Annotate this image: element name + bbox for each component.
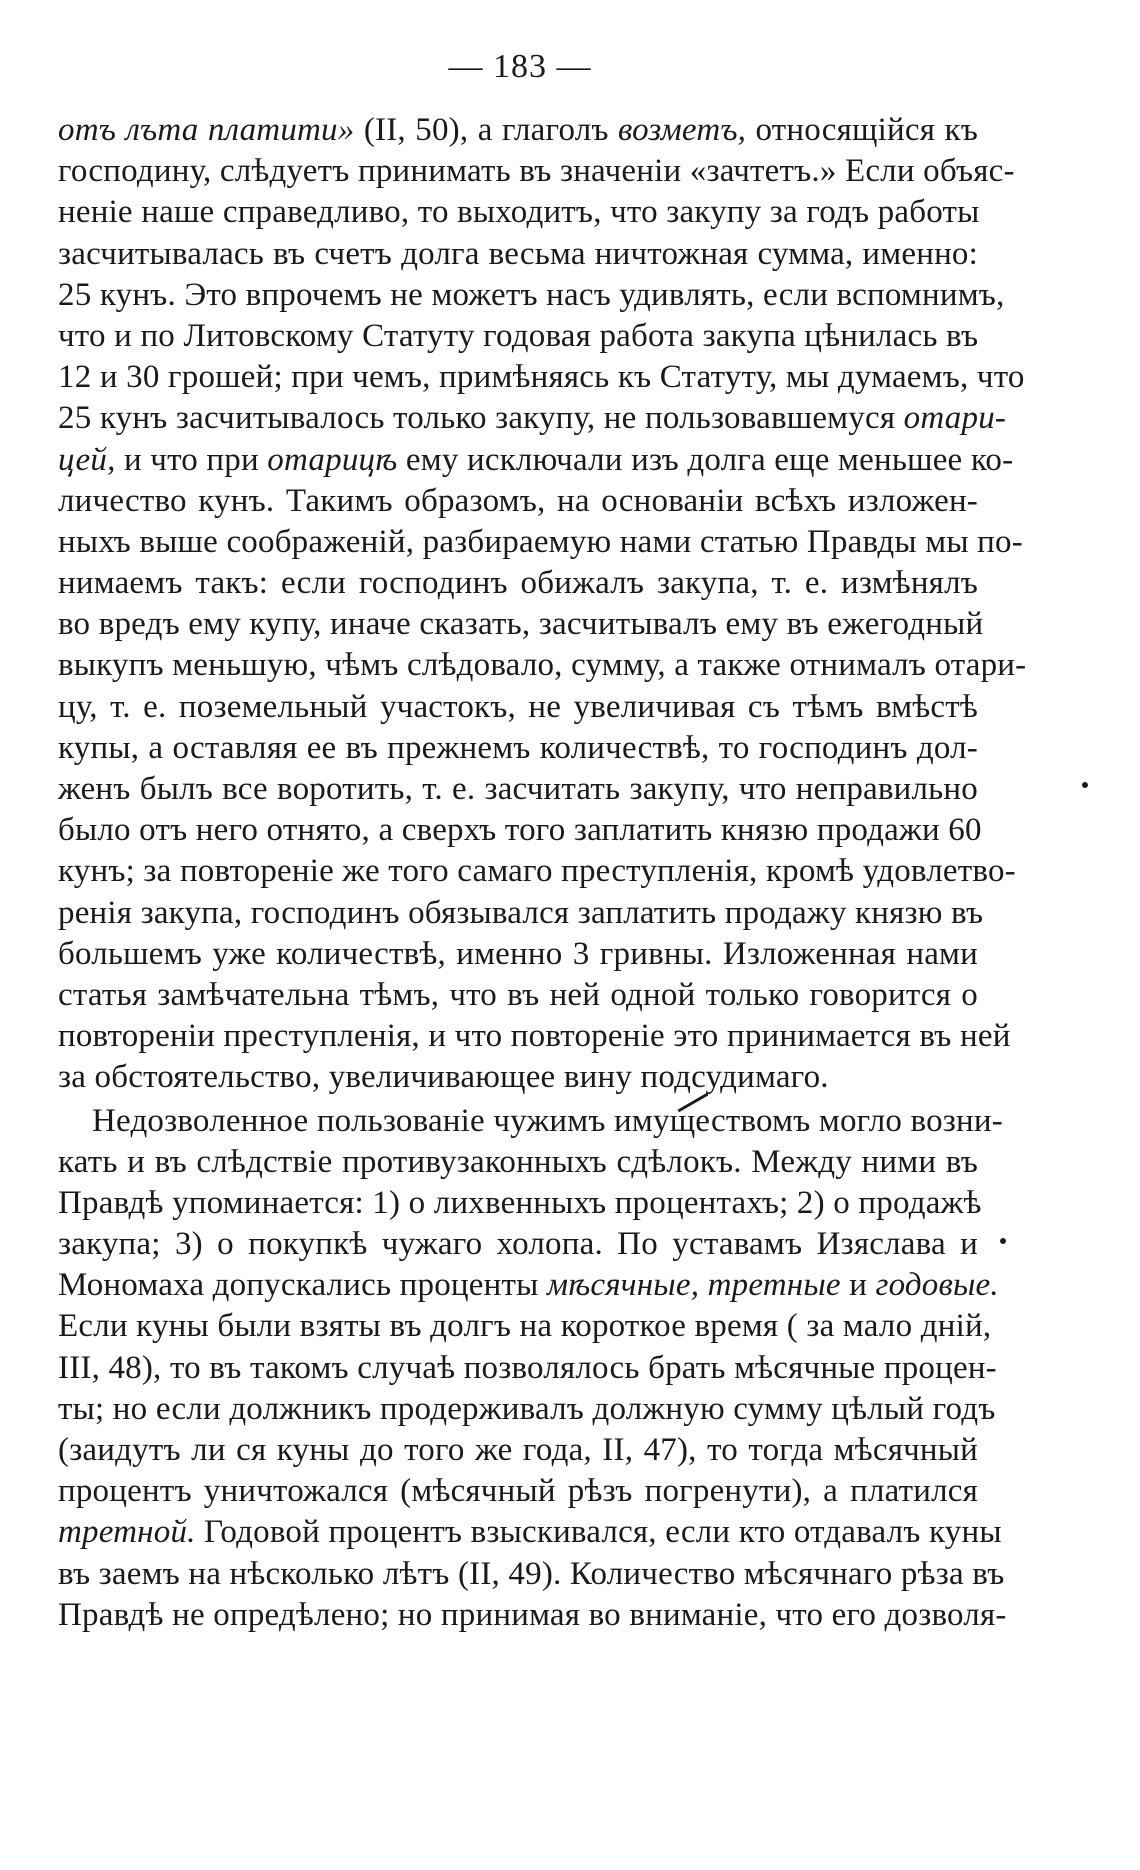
text-line [58,398,1007,439]
text-line [58,645,1027,686]
text-run: III, 48), то въ такомъ случаѣ позволялось брать мѣсячные процен- [58,1349,997,1386]
text-run: Правдѣ упоминается: 1) о лихвенныхъ процентахъ; 2) о продажѣ [58,1184,982,1221]
text-run: засчитывалась въ счетъ долга весьма ничтожная сумма, именно: [58,235,978,272]
text-line [58,1142,978,1183]
paragraph-2 [58,1101,1007,1636]
text-line [58,1512,1002,1553]
text-run: было отъ него отнято, а сверхъ того заплатить князю продажи 60 [58,812,982,849]
text-run: цу, т. е. поземельный участокъ, не увеличивая съ тѣмъ вмѣстѣ [58,688,978,725]
text-run: кать и въ слѣдствіе противузаконныхъ сдѣлокъ. Между ними въ [58,1143,978,1180]
italic-run: отари- [903,400,1007,437]
text-line [58,1101,1003,1142]
text-line [58,1057,978,1098]
text-line [58,1016,1011,1057]
text-line [58,934,978,975]
text-line [58,687,978,728]
text-run: господину, слѣдуетъ принимать въ значеніи «зачтетъ.» Если объяс- [58,153,1015,190]
text-run: 25 кунъ. Это впрочемъ не можетъ насъ удивлять, если вспомнимъ, [58,276,1005,313]
text-line [58,151,1015,192]
text-line [58,1306,992,1347]
text-run: Годовой процентъ взыскивался, если кто отдавалъ куны [195,1514,1002,1551]
text-run: и [840,1267,876,1304]
body-text [58,110,1027,1636]
text-line [58,810,982,851]
italic-run: мѣсячные, [546,1267,700,1304]
text-run: процентъ уничтожался (мѣсячный рѣзъ погренути), а платился [58,1473,978,1510]
text-run: ныхъ выше соображеній, разбираемую нами статью Правды мы по- [58,523,1023,560]
text-run: во вредъ ему купу, иначе сказать, засчитывалъ ему въ ежегодный [58,606,984,643]
italic-run: цей, [58,441,116,478]
text-run: относящійся къ [746,112,978,148]
text-run: купы, а оставляя ее въ прежнемъ количествѣ, то господинъ дол- [58,729,978,766]
text-run: 12 и 30 грошей; при чемъ, примѣняясь къ Статуту, мы думаемъ, что [58,359,1025,396]
margin-dot-lower [1000,1238,1006,1244]
italic-run: возметъ, [618,112,747,148]
text-run: ренія закупа, господинъ обязывался заплатить продажу князю въ [58,894,984,931]
page-number: — 183 — [448,48,592,85]
text-line [58,1183,982,1224]
text-run: выкупъ меньшую, чѣмъ слѣдовало, сумму, а также отнималъ отари- [58,647,1027,684]
text-run: Недозволенное пользованіе чужимъ имуществомъ могло возни- [92,1102,1003,1139]
text-line [58,192,978,233]
text-run [699,1267,707,1303]
text-run: Если куны были взяты въ долгъ на короткое время ( за мало дній, [58,1308,992,1345]
italic-run: третной. [58,1514,196,1551]
text-line [58,1265,999,1306]
margin-dot-upper [1082,782,1088,788]
text-run: нимаемъ такъ: если господинъ обижалъ закупа, т. е. измѣнялъ [58,565,978,602]
text-run: кунъ; за повтореніе же того самаго преступленія, кромѣ удовлетво- [58,853,1016,890]
text-line [58,1389,996,1430]
text-run: женъ былъ все воротить, т. е. засчитать закупу, что неправильно [58,771,978,807]
italic-run: отарицѣ [267,441,398,478]
text-line [58,604,984,645]
text-line [58,316,978,357]
text-line [58,975,978,1016]
text-run: и что при [115,441,268,478]
text-line [58,728,978,769]
text-line [58,357,1025,398]
text-run: (II, 50), а глаголъ [354,112,619,148]
text-line [58,563,978,604]
text-run: неніе наше справедливо, то выходитъ, что закупу за годъ работы [58,194,980,231]
italic-run: годовые. [875,1267,999,1304]
text-run: личество кунъ. Такимъ образомъ, на основаніи всѣхъ изложен- [58,482,978,519]
text-run: 25 кунъ засчитывалось только закупу, не пользовавшемуся [58,400,904,437]
text-run: что и по Литовскому Статуту годовая работа закупа цѣнилась въ [58,317,979,354]
italic-run: третные [707,1267,841,1304]
text-run: большемъ уже количествѣ, именно 3 гривны. Изложенная нами [58,935,978,972]
text-line [58,1471,978,1512]
text-run: Правдѣ не опредѣлено; но принимая во вниманіе, что его дозволя- [58,1596,1007,1633]
text-run: закупа; 3) о покупкѣ чужаго холопа. По уставамъ Изяслава и [58,1226,978,1263]
text-line [58,481,978,522]
text-run: ему исключали изъ долга еще меньшее ко- [397,441,1014,478]
text-line [58,1430,978,1471]
text-run: Мономаха допускались проценты [58,1267,547,1304]
text-run: (заидутъ ли ся куны до того же года, II, 47), то тогда мѣсячный [58,1432,978,1468]
text-line [58,440,1014,481]
text-run: въ заемъ на нѣсколько лѣтъ (II, 49). Количество мѣсячнаго рѣза въ [58,1555,1005,1592]
text-line [58,522,1023,563]
text-line [58,110,978,151]
text-line [58,1595,1007,1636]
text-run: за обстоятельство, увеличивающее вину подсудимаго. [58,1059,829,1096]
text-line [58,851,1016,892]
text-line [58,893,984,934]
text-line [58,1348,997,1389]
text-run: статья замѣчательна тѣмъ, что въ ней одной только говорится о [58,976,978,1013]
text-line [58,769,978,810]
italic-run: отъ лъта платити» [58,112,355,148]
paragraph-1 [58,110,1027,1099]
text-run: повтореніи преступленія, и что повтореніе это принимается въ ней [58,1018,1011,1055]
text-line [58,1224,978,1265]
text-line [58,234,978,275]
text-line [58,275,1005,316]
text-run: ты; но если должникъ продерживалъ должную сумму цѣлый годъ [58,1390,996,1427]
text-line [58,1554,1005,1595]
